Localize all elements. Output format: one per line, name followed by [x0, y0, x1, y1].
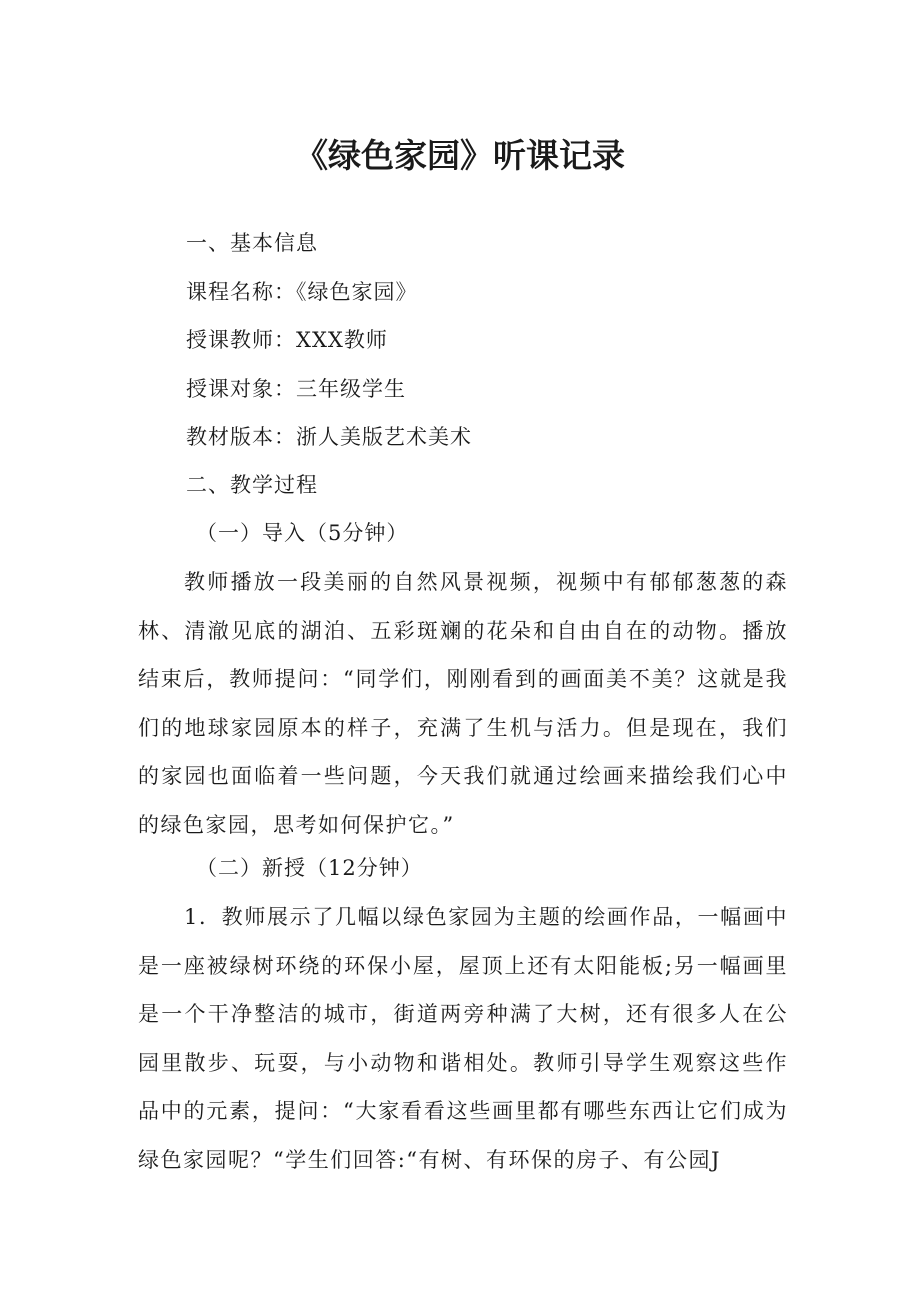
section-heading-teaching-process: 二、教学过程	[186, 473, 318, 497]
teacher-line: 授课教师：XXX教师	[186, 328, 388, 352]
subheading-introduction: （一）导入（5分钟）	[196, 521, 409, 545]
document-title: 《绿色家园》听课记录	[295, 136, 625, 175]
paragraph-new-lesson: 1．教师展示了几幅以绿色家园为主题的绘画作品，一幅画中是一座被绿树环绕的环保小屋，屋顶上还有太阳能板;另一幅画里是一个干净整洁的城市，街道两旁种满了大树，还有很多人在公园里散步、玩耍，与小动物和谐相处。教师引导学生观察这些作品中的元素，提问：“大家看看这些画里都有哪些东西让它们成为绿色家园呢？“学生们回答:“有树、有环保的房子、有公园J	[138, 905, 788, 1172]
textbook-line: 教材版本：浙人美版艺术美术	[186, 425, 472, 449]
section-heading-basic-info: 一、基本信息	[186, 231, 318, 255]
audience-line: 授课对象：三年级学生	[186, 377, 406, 401]
subheading-new-lesson: （二）新授（12分钟）	[196, 856, 423, 880]
paragraph-introduction: 教师播放一段美丽的自然风景视频，视频中有郁郁葱葱的森林、清澈见底的湖泊、五彩斑斓的花朵和自由自在的动物。播放结束后，教师提问：“同学们，刚刚看到的画面美不美？这就是我们的地球家园原本的样子，充满了生机与活力。但是现在，我们的家园也面临着一些问题，今天我们就通过绘画来描绘我们心中的绿色家园，思考如何保护它。”	[138, 570, 788, 837]
course-name-line: 课程名称：《绿色家园》	[186, 280, 418, 304]
